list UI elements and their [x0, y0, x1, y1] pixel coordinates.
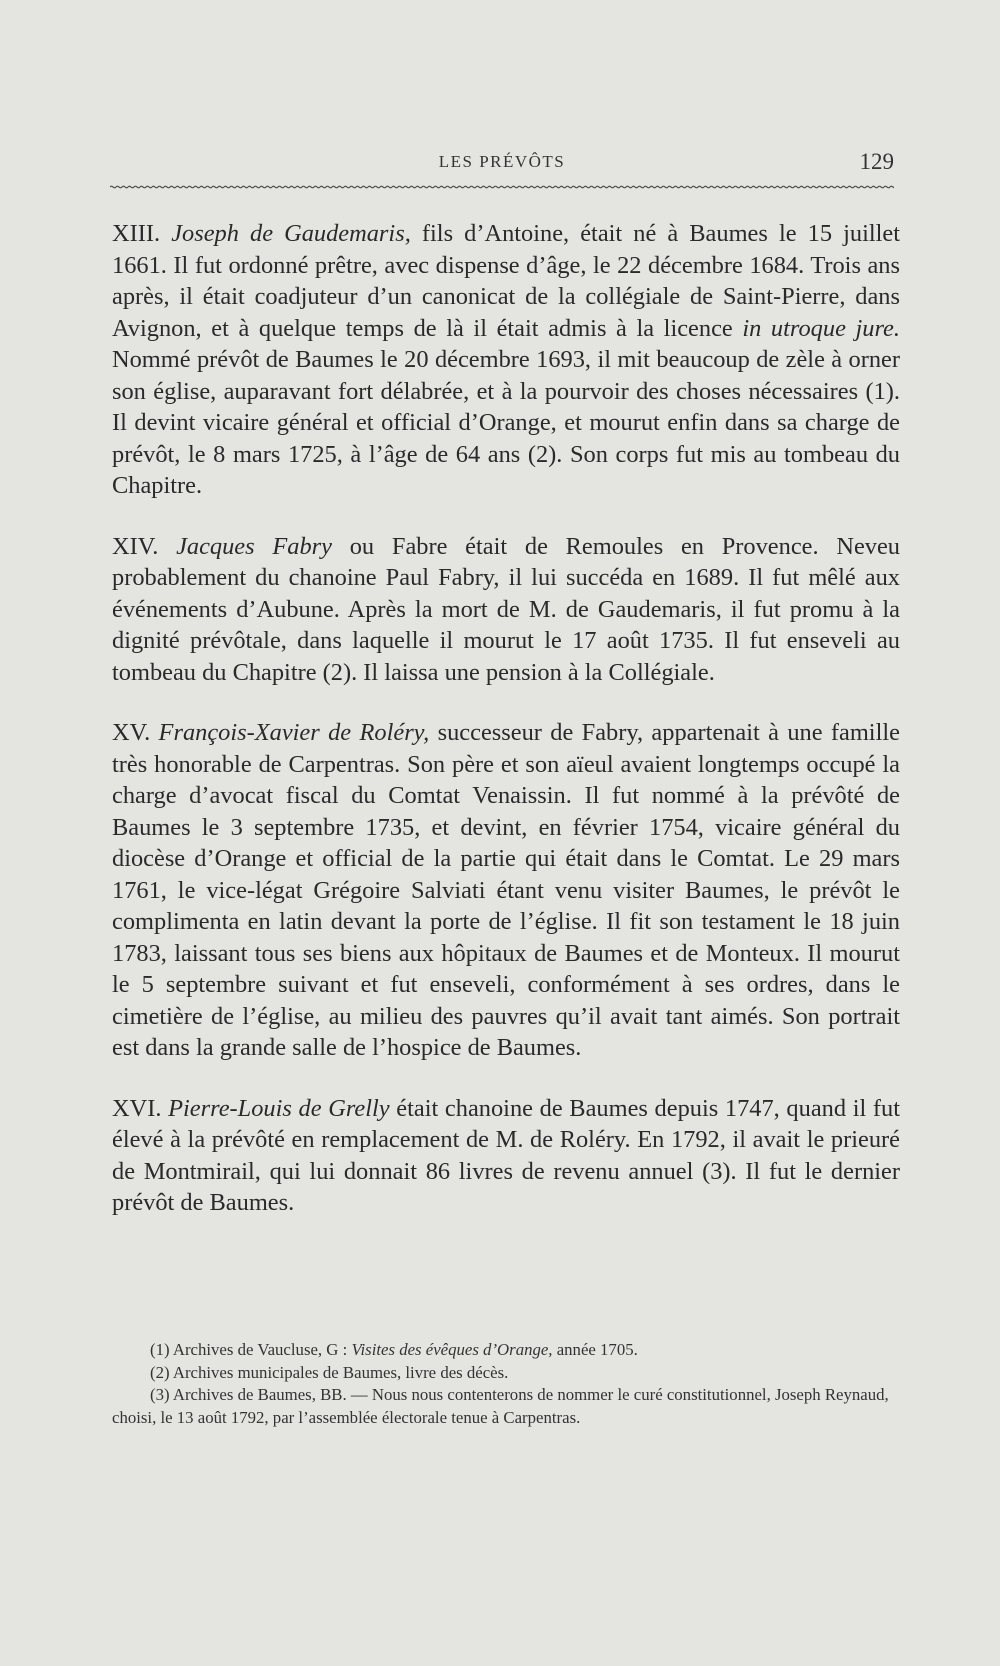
entry-xvi [112, 1093, 900, 1219]
footnotes [112, 1339, 900, 1429]
footnote-3 [112, 1384, 900, 1429]
footnote-text: (1) Archives de Vaucluse, G : [150, 1340, 348, 1359]
provost-name: Pierre-Louis de Grelly [168, 1094, 390, 1122]
entry-text: successeur de Fabry, appartenait à une famille très honorable de Carpentras. Son père et son aïeul avaient longtemps occupé la charge d’avocat fiscal du Comtat Venaissin. Il fut nommé à la prévôté de Baumes le 3 septembre 1735, et devint, en février 1754, vicaire général du diocèse d’Orange et official de la partie qui était dans le Comtat. Le 29 mars 1761, le vice-légat Grégoire Salviati étant venu visiter Baumes, le prévôt le complimenta en latin devant la porte de l’église. Il fit son testament le 18 juin 1783, laissant tous ses biens aux hôpitaux de Baumes et de Monteux. Il mourut le 5 septembre suivant et fut enseveli, conformément à ses ordres, dans le cimetière de l’église, au milieu des pauvres qu’il avait tant aimés. Son portrait est dans la grande salle de l’hospice de Baumes. [112, 719, 900, 1061]
wavy-rule [110, 184, 894, 190]
provost-name: Joseph de Gaudemaris, [171, 220, 411, 247]
footnote-text-tail: année 1705. [556, 1340, 638, 1359]
footnote-text: (3) Archives de Baumes, BB. — Nous nous contenterons de nommer le curé constitutionnel, Joseph Reynaud, choisi, le 13 août 1792, par l’assemblée électorale tenue à Carpentras. [112, 1385, 889, 1427]
entry-number: XIV. [112, 532, 159, 560]
entry-number: XV. [112, 719, 151, 746]
page-number: 129 [859, 149, 894, 174]
entry-text-continued: Nommé prévôt de Baumes le 20 décembre 1693, il mit beaucoup de zèle à orner son église, auparavant fort délabrée, et à la pourvoir des choses nécessaires (1). Il devint vicaire général et official d’Orange, et mourut enfin dans sa charge de prévôt, le 8 mars 1725, à l’âge de 64 ans (2). Son corps fut mis au tombeau du Chapitre. [112, 346, 900, 499]
entry-number: XVI. [112, 1094, 162, 1122]
entry-xiii [112, 218, 900, 502]
running-title: LES PRÉVÔTS [438, 152, 566, 171]
entry-xiv [112, 531, 900, 689]
footnote-text: (2) Archives municipales de Baumes, livre des décès. [150, 1362, 509, 1382]
provost-name: Jacques Fabry [176, 532, 332, 560]
entry-number: XIII. [112, 220, 161, 247]
footnote-title: Visites des évêques d’Orange, [351, 1340, 553, 1359]
entry-text: fils d’Antoine, était né à Baumes le 15 juillet 1661. Il fut ordonné prêtre, avec dispense d’âge, le 22 décembre 1684. Trois ans après, il était coadjuteur d’un canonicat de la collégiale de Saint-Pierre, dans Avignon, et à quelque temps de là il était admis à la licence [112, 220, 901, 342]
entry-xv [112, 717, 900, 1064]
main-text [112, 218, 900, 1248]
provost-name: François-Xavier de Roléry, [158, 719, 430, 746]
page-header [110, 149, 894, 182]
footnote-2 [112, 1362, 900, 1385]
entry-text: ou Fabre était de Remoules en Provence. Neveu probablement du chanoine Paul Fabry, il lui succéda en 1689. Il fut mêlé aux événements d’Aubune. Après la mort de M. de Gaudemaris, il fut promu à la dignité prévôtale, dans laquelle il mourut le 17 août 1735. Il fut enseveli au tombeau du Chapitre (2). Il laissa une pension à la Collégiale. [112, 532, 900, 686]
footnote-1 [112, 1339, 900, 1362]
entry-text: était chanoine de Baumes depuis 1747, quand il fut élevé à la prévôté en remplacement de M. de Roléry. En 1792, il avait le prieuré de Montmirail, qui lui donnait 86 livres de revenu annuel (3). Il fut le dernier prévôt de Baumes. [112, 1094, 900, 1216]
latin-phrase: in utroque jure. [742, 314, 900, 342]
